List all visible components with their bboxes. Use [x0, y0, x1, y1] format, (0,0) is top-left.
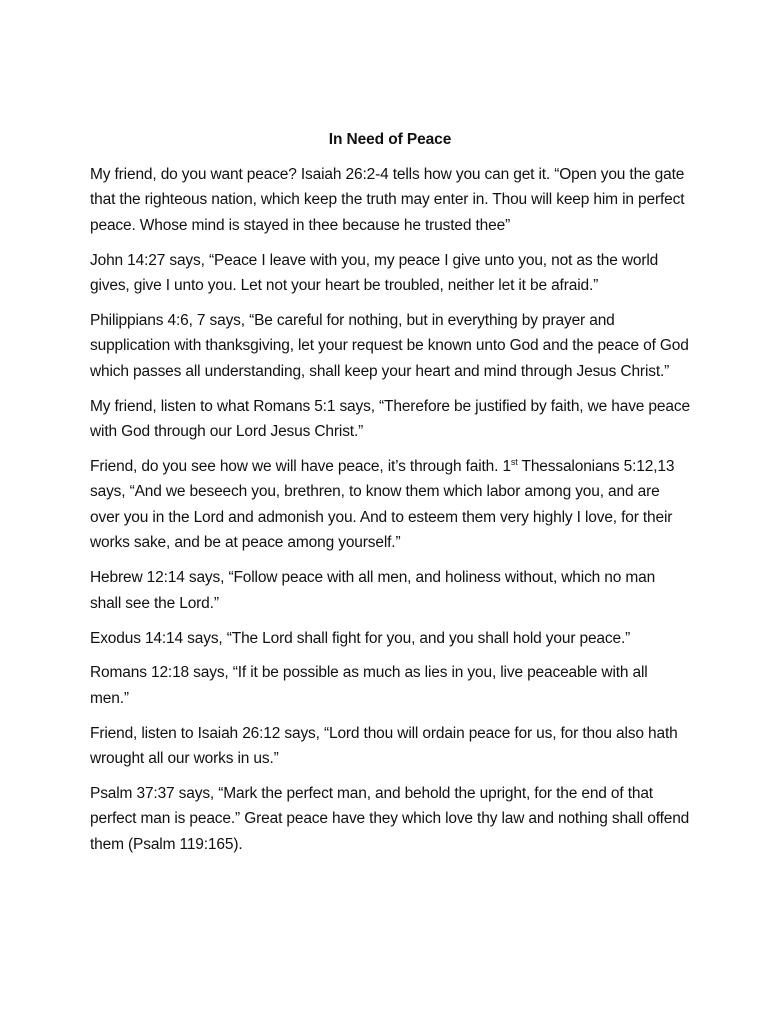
ordinal-superscript: st: [510, 457, 518, 468]
paragraph-romans-12-18: Romans 12:18 says, “If it be possible as much as lies in you, live peaceable with all men.”: [90, 664, 648, 707]
document-body: [90, 128, 690, 867]
paragraph-text-after-superscript: Thessalonians 5:12,13 says, “And we beseech you, brethren, to know them which labor among you, and are over you in the Lord and admonish you. And to esteem them very highly I love, for their works sake, and be at peace among yourself.”: [90, 458, 675, 552]
paragraph-thessalonians-5-12-13: [90, 454, 690, 556]
paragraph-hebrew-12-14: Hebrew 12:14 says, “Follow peace with all men, and holiness without, which no man shall see the Lord.”: [90, 569, 656, 612]
paragraph-isaiah-26-12: Friend, listen to Isaiah 26:12 says, “Lord thou will ordain peace for us, for thou also hath wrought all our works in us.”: [90, 724, 678, 768]
document-title: In Need of Peace: [328, 131, 452, 148]
paragraph-john-14-27: John 14:27 says, “Peace I leave with you, my peace I give unto you, not as the world gives, give I unto you. Let not your heart be troubled, neither let it be afraid.”: [90, 251, 659, 295]
paragraph-text-before-superscript: Friend, do you see how we will have peace, it’s through faith. 1: [90, 458, 511, 476]
paragraph-philippians-4-6-7: Philippians 4:6, 7 says, “Be careful for nothing, but in everything by prayer and supplication with thanksgiving, let your request be known unto God and the peace of God which passes all understanding, shall keep your heart and mind through Jesus Christ.”: [90, 312, 689, 380]
paragraph-romans-5-1: My friend, listen to what Romans 5:1 says, “Therefore be justified by faith, we have peace with God through our Lord Jesus Christ.”: [90, 397, 690, 441]
paragraph-exodus-14-14: Exodus 14:14 says, “The Lord shall fight for you, and you shall hold your peace.”: [90, 629, 631, 647]
paragraph-psalm-37-37: Psalm 37:37 says, “Mark the perfect man, and behold the upright, for the end of that perfect man is peace.” Great peace have they which love thy law and nothing shall offend them (Psalm 119:165).: [90, 785, 690, 853]
paragraph-isaiah-26-2-4: My friend, do you want peace? Isaiah 26:2-4 tells how you can get it. “Open you the gate that the righteous nation, which keep the truth may enter in. Thou will keep him in perfect peace. Whose mind is stayed in thee because he trusted thee”: [90, 166, 685, 234]
